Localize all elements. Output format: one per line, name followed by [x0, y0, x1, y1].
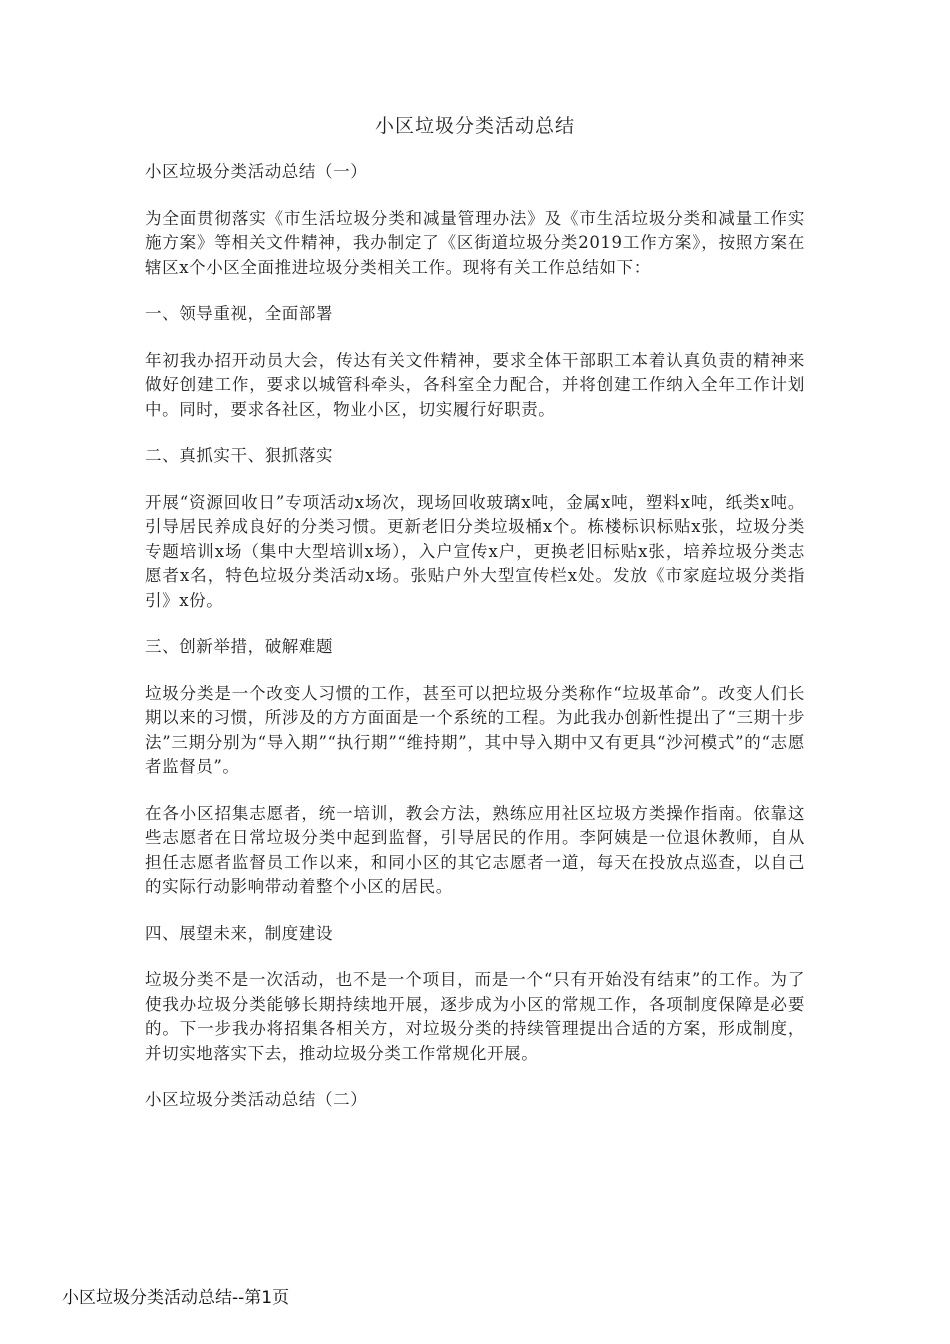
section-4-paragraph: 垃圾分类不是一次活动，也不是一个项目，而是一个“只有开始没有结束”的工作。为了使我办垃圾分类能够长期持续地开展，逐步成为小区的常规工作，各项制度保障是必要的。下一步我办将招集各相关方，对垃圾分类的持续管理提出合适的方案，形成制度，并切实地落实下去，推动垃圾分类工作常规化开展。 [145, 970, 805, 1063]
page-footer: 小区垃圾分类活动总结--第1页 [62, 1288, 290, 1308]
section-2-paragraph: 开展“资源回收日”专项活动x场次，现场回收玻璃x吨，金属x吨，塑料x吨，纸类x吨。引导居民养成良好的分类习惯。更新老旧分类垃圾桶x个。栋楼标识标贴x张，垃圾分类专题培训x场（集中大型培训x场），入户宣传x户，更换老旧标贴x张，培养垃圾分类志愿者x名，特色垃圾分类活动x场。张贴户外大型宣传栏x处。发放《市家庭垃圾分类指引》x份。 [145, 492, 805, 610]
section-3-paragraph-1: 垃圾分类是一个改变人习惯的工作，甚至可以把垃圾分类称作“垃圾革命”。改变人们长期以来的习惯，所涉及的方方面面是一个系统的工程。为此我办创新性提出了“三期十步法”三期分别为“导入期”“执行期”“维持期”，其中导入期中又有更具“沙河模式”的“志愿者监督员”。 [145, 683, 805, 776]
section-heading-4: 四、展望未来，制度建设 [145, 923, 334, 943]
subtitle-part-two: 小区垃圾分类活动总结（二） [145, 1090, 368, 1109]
document-title: 小区垃圾分类活动总结 [374, 115, 575, 137]
intro-paragraph: 为全面贯彻落实《市生活垃圾分类和减量管理办法》及《市生活垃圾分类和减量工作实施方案》等相关文件精神，我办制定了《区街道垃圾分类2019工作方案》，按照方案在辖区x个小区全面推进垃圾分类相关工作。现将有关工作总结如下： [145, 208, 805, 277]
section-3-paragraph-2: 在各小区招集志愿者，统一培训，教会方法，熟练应用社区垃圾方类操作指南。依靠这些志愿者在日常垃圾分类中起到监督，引导居民的作用。李阿姨是一位退休教师，自从担任志愿者监督员工作以来，和同小区的其它志愿者一道，每天在投放点巡查，以自己的实际行动影响带动着整个小区的居民。 [145, 803, 805, 896]
section-1-paragraph: 年初我办招开动员大会，传达有关文件精神，要求全体干部职工本着认真负责的精神来做好创建工作，要求以城管科牵头，各科室全力配合，并将创建工作纳入全年工作计划中。同时，要求各社区，物业小区，切实履行好职责。 [145, 350, 805, 419]
document-body [145, 160, 805, 1135]
subtitle-part-one: 小区垃圾分类活动总结（一） [145, 162, 368, 181]
section-heading-1: 一、领导重视，全面部署 [145, 304, 334, 323]
section-heading-3: 三、创新举措，破解难题 [145, 637, 334, 656]
section-heading-2: 二、真抓实干、狠抓落实 [145, 446, 334, 465]
